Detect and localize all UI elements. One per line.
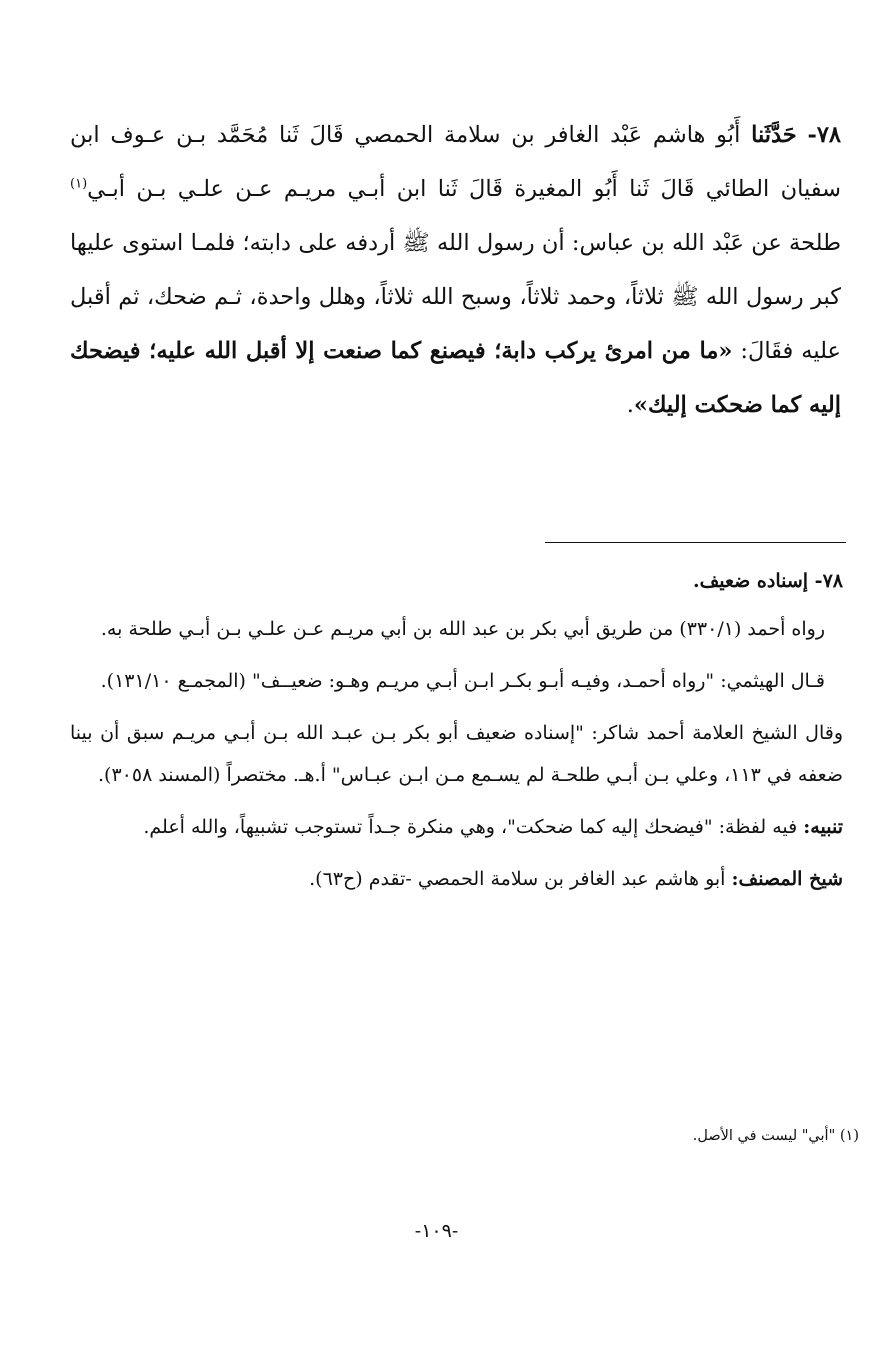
footnote-separator [545, 542, 846, 543]
footnote: (١) "أبي" ليست في الأصل. [692, 1128, 859, 1144]
commentary-note [70, 806, 843, 848]
commentary-heading: ٧٨- إسناده ضعيف. [693, 570, 843, 592]
page-number: -١٠٩- [414, 1220, 459, 1242]
hadith-end: . [626, 392, 634, 418]
commentary-paragraph: رواه أحمد (٣٣٠/١) من طريق أبي بكر بن عبد الله بن أبي مريـم عـن علـي بـن أبـي طلحة به. [100, 618, 825, 640]
commentary-author-sheikh [70, 858, 843, 900]
sheikh-text: أبو هاشم عبد الغافر بن سلامة الحمصي -تقدم (ح٦٣). [309, 868, 726, 890]
hadith-number: ٧٨- [807, 122, 842, 148]
hadith-chain: أَبُو هاشم عَبْد الغافر بن سلامة الحمصي قَالَ ثَنا مُحَمَّد بـن عـوف ابن سفيان الطائي قَالَ ثَنا أَبُو المغيرة قَالَ ثَنا ابن أبـي مريـم عـن علـي بـن أبـي [70, 122, 841, 202]
hadith-quote: «ما من امرئ يركب دابة؛ فيصنع كما صنعت إلا أقبل الله عليه؛ فيضحك إليه كما ضحكت إليك» [70, 338, 841, 418]
note-text: فيه لفظة: "فيضحك إليه كما ضحكت"، وهي منكرة جـداً تستوجب تشبيهاً، والله أعلم. [143, 816, 798, 838]
note-label: تنبيه: [803, 816, 843, 838]
hadith-matn: طلحة عن عَبْد الله بن عباس: أن رسول الله ﷺ أردفه على دابته؛ فلمـا استوى عليها كبر رسول الله ﷺ ثلاثاً، وحمد ثلاثاً، وسبح الله ثلاثاً، وهلل واحدة، ثـم ضحك، ثم أقبل عليه فقَالَ: [70, 230, 841, 364]
footnote-marker: (١) [70, 176, 88, 192]
hadith-text [70, 108, 841, 432]
commentary-paragraph: قـال الهيثمي: "رواه أحمـد، وفيـه أبـو بكـر ابـن أبـي مريـم وهـو: ضعيــف" (المجمـع ١٣١/١٠). [100, 670, 825, 692]
hadith-chain-opening: حَدَّثَنا [751, 122, 797, 148]
sheikh-label: شيخ المصنف: [731, 868, 843, 890]
commentary-paragraph: وقال الشيخ العلامة أحمد شاكر: "إسناده ضعيف أبو بكر بـن عبـد الله بـن أبـي مريـم سبق أن بينا ضعفه في ١١٣، وعلي بـن أبـي طلحـة لم يسـمع مـن ابـن عبـاس" أ.هـ. مختصراً (المسند ٣٠٥٨). [70, 722, 843, 786]
commentary-section [70, 560, 843, 900]
